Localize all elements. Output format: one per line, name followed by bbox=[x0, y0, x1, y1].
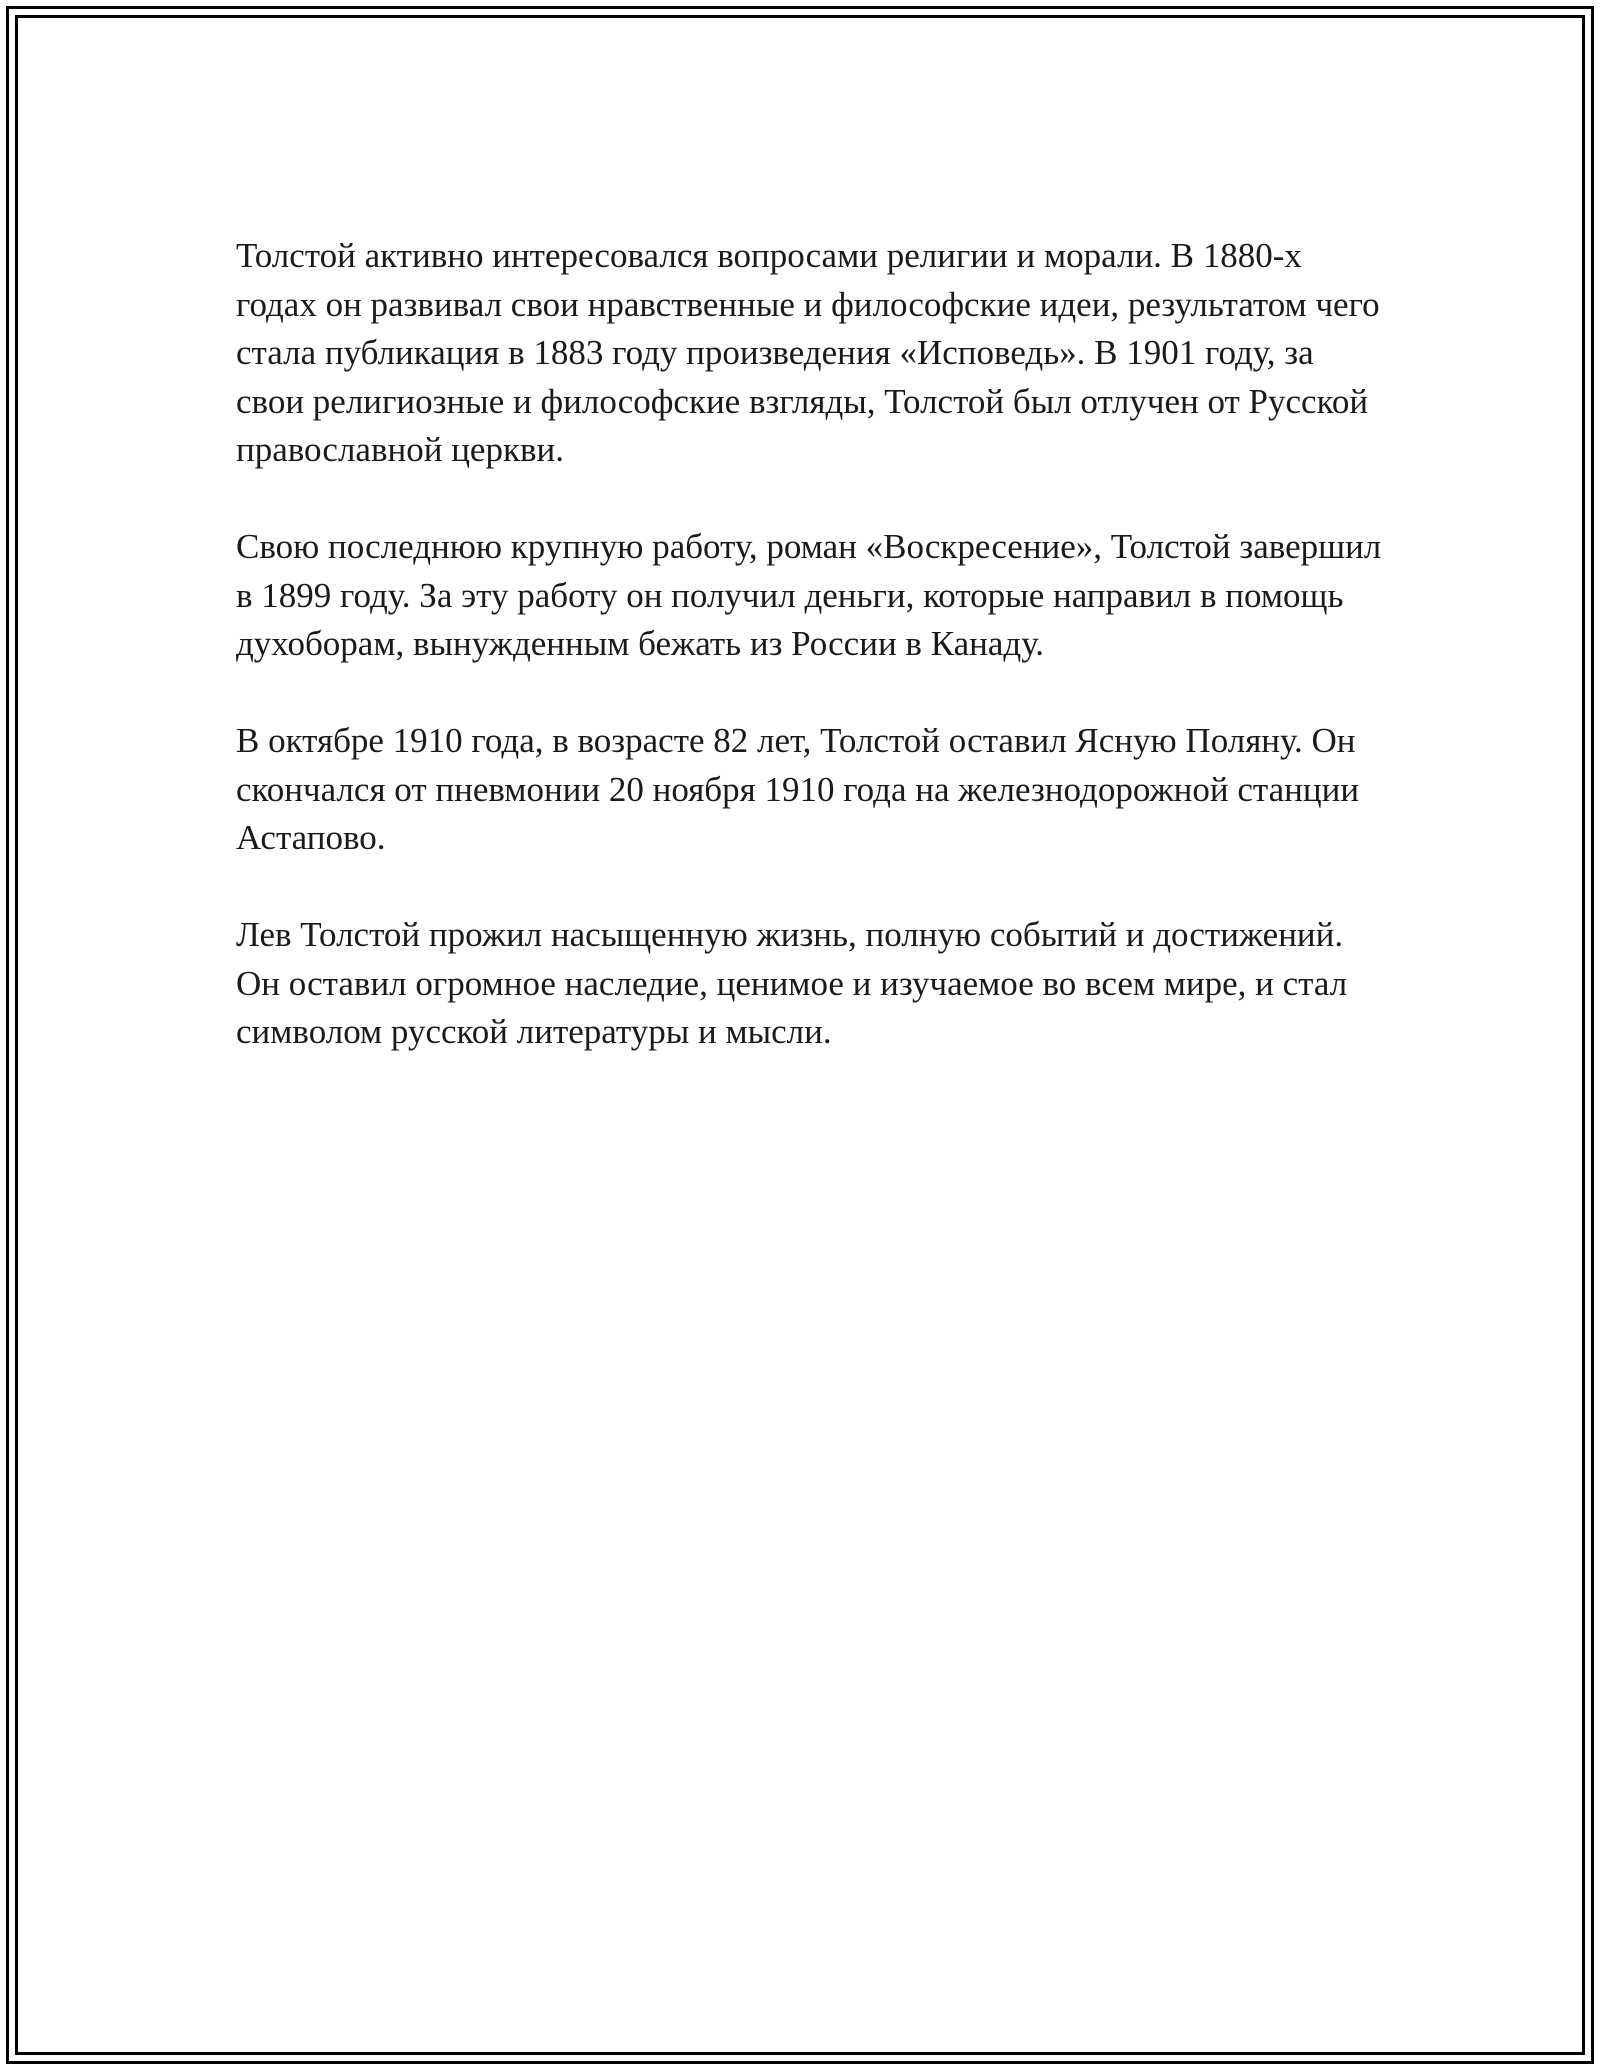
paragraph-religion: Толстой активно интересовался вопросами религии и морали. В 1880-х годах он развивал свои нравственные и философские идеи, результатом чего стала публикация в 1883 году произведения «Исповедь». В 1901 году, за свои религиозные и философские взгляды, Толстой был отлучен от Русской православной церкви. bbox=[236, 236, 1380, 469]
paragraph-legacy: Лев Толстой прожил насыщенную жизнь, полную событий и достижений. Он оставил огромное наследие, ценимое и изучаемое во всем мире, и стал символом русской литературы и мысли. bbox=[236, 915, 1348, 1051]
document-body bbox=[236, 232, 1386, 1105]
paragraph-resurrection: Свою последнюю крупную работу, роман «Воскресение», Толстой завершил в 1899 году. За эту работу он получил деньги, которые направил в помощь духоборам, вынужденным бежать из России в Канаду. bbox=[236, 527, 1382, 663]
paragraph-death: В октябре 1910 года, в возрасте 82 лет, Толстой оставил Ясную Поляну. Он скончался от пневмонии 20 ноября 1910 года на железнодорожной станции Астапово. bbox=[236, 721, 1360, 857]
